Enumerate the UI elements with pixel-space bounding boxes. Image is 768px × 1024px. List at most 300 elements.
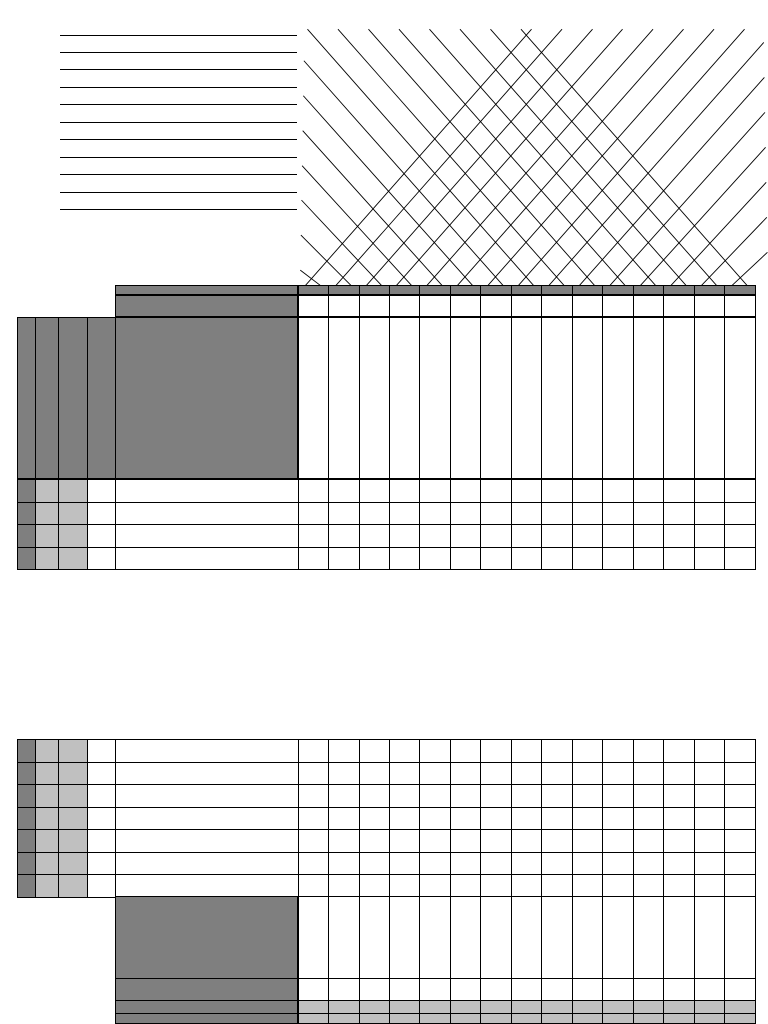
relationship-cell[interactable] (572, 852, 603, 876)
relationship-cell[interactable] (298, 547, 329, 571)
weight-importance-column-cell[interactable] (359, 1013, 390, 1024)
technical-requirement-cell[interactable] (480, 317, 512, 479)
relationship-cell[interactable] (328, 829, 360, 853)
relationship-cell[interactable] (602, 547, 634, 571)
relationship-cell[interactable] (602, 762, 634, 786)
max-relation-column-cell[interactable] (450, 1000, 481, 1014)
weight-importance-cell[interactable] (87, 784, 116, 808)
relationship-cell[interactable] (359, 784, 390, 808)
relative-weight-cell[interactable] (58, 852, 88, 876)
target-value-cell[interactable] (663, 896, 695, 979)
relationship-cell[interactable] (389, 524, 420, 548)
relationship-cell[interactable] (694, 874, 725, 898)
technical-requirement-cell[interactable] (328, 317, 360, 479)
relationship-cell[interactable] (419, 852, 451, 876)
max-relation-column-cell[interactable] (694, 1000, 725, 1014)
relationship-cell[interactable] (389, 739, 420, 763)
relative-weight-cell[interactable] (58, 762, 88, 786)
target-value-cell[interactable] (541, 896, 573, 979)
relationship-cell[interactable] (389, 762, 420, 786)
relationship-cell[interactable] (694, 739, 725, 763)
relative-weight-cell[interactable] (58, 547, 88, 571)
relationship-cell[interactable] (389, 829, 420, 853)
relationship-cell[interactable] (328, 547, 360, 571)
max-relation-row-cell[interactable] (35, 524, 59, 548)
relationship-cell[interactable] (511, 479, 542, 503)
direction-cell[interactable] (328, 295, 360, 317)
difficulty-cell[interactable] (419, 978, 451, 1001)
max-relation-column-cell[interactable] (328, 1000, 360, 1014)
relationship-cell[interactable] (724, 524, 756, 548)
relative-weight-cell[interactable] (58, 807, 88, 831)
relationship-cell[interactable] (450, 874, 481, 898)
relationship-cell[interactable] (450, 739, 481, 763)
max-relation-row-cell[interactable] (35, 807, 59, 831)
relationship-cell[interactable] (511, 784, 542, 808)
technical-requirement-cell[interactable] (541, 317, 573, 479)
relationship-cell[interactable] (663, 739, 695, 763)
relationship-cell[interactable] (359, 829, 390, 853)
relationship-cell[interactable] (602, 739, 634, 763)
max-relation-column-cell[interactable] (389, 1000, 420, 1014)
relationship-cell[interactable] (389, 547, 420, 571)
relationship-cell[interactable] (602, 874, 634, 898)
relationship-cell[interactable] (633, 547, 664, 571)
relationship-cell[interactable] (541, 807, 573, 831)
direction-cell[interactable] (602, 295, 634, 317)
difficulty-cell[interactable] (298, 978, 329, 1001)
relationship-cell[interactable] (602, 479, 634, 503)
demanded-quality-cell[interactable] (115, 784, 299, 808)
relationship-cell[interactable] (328, 784, 360, 808)
relationship-cell[interactable] (450, 502, 481, 526)
relationship-cell[interactable] (663, 524, 695, 548)
relationship-cell[interactable] (480, 784, 512, 808)
relationship-cell[interactable] (724, 784, 756, 808)
direction-cell[interactable] (389, 295, 420, 317)
weight-importance-column-cell[interactable] (389, 1013, 420, 1024)
relationship-cell[interactable] (389, 852, 420, 876)
relationship-cell[interactable] (663, 829, 695, 853)
relationship-cell[interactable] (511, 524, 542, 548)
direction-cell[interactable] (694, 295, 725, 317)
difficulty-cell[interactable] (359, 978, 390, 1001)
relationship-cell[interactable] (511, 547, 542, 571)
relationship-cell[interactable] (694, 784, 725, 808)
direction-cell[interactable] (633, 295, 664, 317)
weight-importance-column-cell[interactable] (572, 1013, 603, 1024)
relationship-cell[interactable] (541, 852, 573, 876)
technical-requirement-cell[interactable] (663, 317, 695, 479)
relationship-cell[interactable] (724, 762, 756, 786)
relationship-cell[interactable] (694, 479, 725, 503)
target-value-cell[interactable] (389, 896, 420, 979)
relationship-cell[interactable] (572, 762, 603, 786)
demanded-quality-cell[interactable] (115, 739, 299, 763)
relationship-cell[interactable] (359, 547, 390, 571)
max-relation-row-cell[interactable] (35, 547, 59, 571)
direction-cell[interactable] (511, 295, 542, 317)
relationship-cell[interactable] (359, 739, 390, 763)
relationship-cell[interactable] (694, 502, 725, 526)
relationship-cell[interactable] (511, 762, 542, 786)
relative-weight-cell[interactable] (58, 784, 88, 808)
relationship-cell[interactable] (389, 784, 420, 808)
max-relation-row-cell[interactable] (35, 852, 59, 876)
technical-requirement-cell[interactable] (359, 317, 390, 479)
relationship-cell[interactable] (511, 502, 542, 526)
relationship-cell[interactable] (602, 829, 634, 853)
relationship-cell[interactable] (450, 479, 481, 503)
target-value-cell[interactable] (694, 896, 725, 979)
demanded-quality-cell[interactable] (115, 874, 299, 898)
relationship-cell[interactable] (298, 502, 329, 526)
target-value-cell[interactable] (633, 896, 664, 979)
relative-weight-cell[interactable] (58, 829, 88, 853)
technical-requirement-cell[interactable] (572, 317, 603, 479)
relationship-cell[interactable] (419, 502, 451, 526)
demanded-quality-cell[interactable] (115, 852, 299, 876)
relationship-cell[interactable] (541, 784, 573, 808)
relationship-cell[interactable] (450, 547, 481, 571)
weight-importance-cell[interactable] (87, 762, 116, 786)
difficulty-cell[interactable] (694, 978, 725, 1001)
relationship-cell[interactable] (328, 762, 360, 786)
max-relation-column-cell[interactable] (298, 1000, 329, 1014)
max-relation-column-cell[interactable] (511, 1000, 542, 1014)
max-relation-column-cell[interactable] (633, 1000, 664, 1014)
target-value-cell[interactable] (724, 896, 756, 979)
relationship-cell[interactable] (541, 524, 573, 548)
weight-importance-column-cell[interactable] (724, 1013, 756, 1024)
relationship-cell[interactable] (572, 784, 603, 808)
target-value-cell[interactable] (602, 896, 634, 979)
target-value-cell[interactable] (359, 896, 390, 979)
relationship-cell[interactable] (663, 874, 695, 898)
relative-weight-cell[interactable] (58, 502, 88, 526)
relationship-cell[interactable] (633, 829, 664, 853)
relative-weight-cell[interactable] (58, 739, 88, 763)
relationship-cell[interactable] (359, 874, 390, 898)
weight-importance-column-cell[interactable] (663, 1013, 695, 1024)
relationship-cell[interactable] (602, 784, 634, 808)
weight-importance-column-cell[interactable] (328, 1013, 360, 1024)
relationship-cell[interactable] (633, 784, 664, 808)
weight-importance-cell[interactable] (87, 479, 116, 503)
relationship-cell[interactable] (298, 739, 329, 763)
technical-requirement-cell[interactable] (298, 317, 329, 479)
relationship-cell[interactable] (724, 479, 756, 503)
relationship-cell[interactable] (633, 739, 664, 763)
relationship-cell[interactable] (480, 547, 512, 571)
relationship-cell[interactable] (572, 829, 603, 853)
relationship-cell[interactable] (724, 852, 756, 876)
relationship-cell[interactable] (663, 807, 695, 831)
relationship-cell[interactable] (480, 739, 512, 763)
relationship-cell[interactable] (572, 739, 603, 763)
relationship-cell[interactable] (511, 829, 542, 853)
relationship-cell[interactable] (663, 502, 695, 526)
demanded-quality-cell[interactable] (115, 524, 299, 548)
max-relation-column-cell[interactable] (724, 1000, 756, 1014)
relationship-cell[interactable] (450, 762, 481, 786)
relationship-cell[interactable] (389, 502, 420, 526)
relationship-cell[interactable] (359, 762, 390, 786)
direction-cell[interactable] (724, 295, 756, 317)
relationship-cell[interactable] (572, 502, 603, 526)
relationship-cell[interactable] (419, 524, 451, 548)
weight-importance-column-cell[interactable] (633, 1013, 664, 1024)
relationship-cell[interactable] (541, 547, 573, 571)
relationship-cell[interactable] (663, 784, 695, 808)
target-value-cell[interactable] (419, 896, 451, 979)
relationship-cell[interactable] (480, 502, 512, 526)
relationship-cell[interactable] (633, 874, 664, 898)
weight-importance-cell[interactable] (87, 852, 116, 876)
difficulty-cell[interactable] (724, 978, 756, 1001)
target-value-cell[interactable] (450, 896, 481, 979)
weight-importance-cell[interactable] (87, 807, 116, 831)
max-relation-row-cell[interactable] (35, 762, 59, 786)
technical-requirement-cell[interactable] (389, 317, 420, 479)
difficulty-cell[interactable] (389, 978, 420, 1001)
max-relation-row-cell[interactable] (35, 502, 59, 526)
relationship-cell[interactable] (694, 524, 725, 548)
relationship-cell[interactable] (389, 479, 420, 503)
max-relation-row-cell[interactable] (35, 874, 59, 898)
relationship-cell[interactable] (328, 852, 360, 876)
max-relation-row-cell[interactable] (35, 829, 59, 853)
relationship-cell[interactable] (419, 739, 451, 763)
relationship-cell[interactable] (389, 874, 420, 898)
relationship-cell[interactable] (633, 502, 664, 526)
max-relation-column-cell[interactable] (480, 1000, 512, 1014)
relationship-cell[interactable] (328, 874, 360, 898)
row-number (17, 829, 36, 853)
direction-cell[interactable] (572, 295, 603, 317)
technical-requirement-cell[interactable] (450, 317, 481, 479)
relationship-cell[interactable] (298, 829, 329, 853)
relationship-cell[interactable] (450, 807, 481, 831)
relationship-cell[interactable] (419, 829, 451, 853)
relationship-cell[interactable] (480, 807, 512, 831)
relationship-cell[interactable] (419, 807, 451, 831)
relationship-cell[interactable] (541, 874, 573, 898)
difficulty-cell[interactable] (572, 978, 603, 1001)
relationship-cell[interactable] (328, 739, 360, 763)
relationship-cell[interactable] (724, 739, 756, 763)
weight-importance-cell[interactable] (87, 829, 116, 853)
relationship-cell[interactable] (359, 524, 390, 548)
relationship-cell[interactable] (663, 852, 695, 876)
relationship-cell[interactable] (724, 807, 756, 831)
relationship-cell[interactable] (480, 479, 512, 503)
relationship-cell[interactable] (663, 762, 695, 786)
direction-cell[interactable] (663, 295, 695, 317)
max-relation-column-cell[interactable] (359, 1000, 390, 1014)
difficulty-cell[interactable] (480, 978, 512, 1001)
technical-requirement-cell[interactable] (724, 317, 756, 479)
technical-requirement-cell[interactable] (419, 317, 451, 479)
relative-weight-cell[interactable] (58, 874, 88, 898)
direction-cell[interactable] (298, 295, 329, 317)
relationship-cell[interactable] (602, 502, 634, 526)
relationship-cell[interactable] (450, 852, 481, 876)
weight-importance-cell[interactable] (87, 547, 116, 571)
relationship-cell[interactable] (541, 829, 573, 853)
relationship-cell[interactable] (328, 502, 360, 526)
weight-importance-cell[interactable] (87, 874, 116, 898)
relationship-cell[interactable] (511, 874, 542, 898)
relationship-cell[interactable] (359, 479, 390, 503)
difficulty-cell[interactable] (663, 978, 695, 1001)
relationship-cell[interactable] (694, 547, 725, 571)
relationship-cell[interactable] (633, 807, 664, 831)
relationship-cell[interactable] (541, 479, 573, 503)
relationship-cell[interactable] (663, 479, 695, 503)
relationship-cell[interactable] (694, 852, 725, 876)
relationship-cell[interactable] (694, 807, 725, 831)
relationship-cell[interactable] (694, 829, 725, 853)
relationship-cell[interactable] (298, 874, 329, 898)
relationship-cell[interactable] (572, 479, 603, 503)
relationship-cell[interactable] (359, 807, 390, 831)
relationship-cell[interactable] (419, 547, 451, 571)
relationship-cell[interactable] (663, 547, 695, 571)
relationship-cell[interactable] (511, 739, 542, 763)
relationship-cell[interactable] (480, 874, 512, 898)
relationship-cell[interactable] (602, 524, 634, 548)
relationship-cell[interactable] (298, 852, 329, 876)
weight-importance-cell[interactable] (87, 502, 116, 526)
weight-importance-column-cell[interactable] (450, 1013, 481, 1024)
difficulty-cell[interactable] (633, 978, 664, 1001)
direction-cell[interactable] (541, 295, 573, 317)
technical-requirement-cell[interactable] (511, 317, 542, 479)
max-relation-column-cell[interactable] (572, 1000, 603, 1014)
relationship-cell[interactable] (602, 807, 634, 831)
relationship-cell[interactable] (359, 502, 390, 526)
difficulty-cell[interactable] (511, 978, 542, 1001)
relationship-cell[interactable] (633, 762, 664, 786)
relationship-cell[interactable] (298, 784, 329, 808)
relationship-cell[interactable] (450, 829, 481, 853)
direction-cell[interactable] (480, 295, 512, 317)
relationship-cell[interactable] (724, 547, 756, 571)
demanded-quality-cell[interactable] (115, 502, 299, 526)
demanded-quality-cell[interactable] (115, 829, 299, 853)
weight-importance-column-cell[interactable] (541, 1013, 573, 1024)
relationship-cell[interactable] (328, 807, 360, 831)
relationship-cell[interactable] (389, 807, 420, 831)
relationship-cell[interactable] (602, 852, 634, 876)
relationship-cell[interactable] (328, 524, 360, 548)
demanded-quality-cell[interactable] (115, 547, 299, 571)
relationship-cell[interactable] (572, 547, 603, 571)
relationship-cell[interactable] (572, 524, 603, 548)
max-relation-row-cell[interactable] (35, 784, 59, 808)
max-relation-column-cell[interactable] (663, 1000, 695, 1014)
technical-requirement-cell[interactable] (602, 317, 634, 479)
relationship-cell[interactable] (480, 852, 512, 876)
relationship-cell[interactable] (633, 479, 664, 503)
target-value-cell[interactable] (298, 896, 329, 979)
weight-importance-column-cell[interactable] (419, 1013, 451, 1024)
relationship-cell[interactable] (572, 874, 603, 898)
target-value-cell[interactable] (572, 896, 603, 979)
weight-importance-column-cell[interactable] (298, 1013, 329, 1024)
relationship-cell[interactable] (419, 784, 451, 808)
relationship-cell[interactable] (541, 739, 573, 763)
relationship-cell[interactable] (541, 502, 573, 526)
target-value-cell[interactable] (480, 896, 512, 979)
relationship-cell[interactable] (450, 524, 481, 548)
relative-weight-cell[interactable] (58, 479, 88, 503)
difficulty-cell[interactable] (328, 978, 360, 1001)
target-value-cell[interactable] (511, 896, 542, 979)
demanded-quality-cell[interactable] (115, 479, 299, 503)
relationship-cell[interactable] (633, 524, 664, 548)
difficulty-cell[interactable] (602, 978, 634, 1001)
relationship-cell[interactable] (298, 479, 329, 503)
relationship-cell[interactable] (419, 479, 451, 503)
demanded-quality-cell[interactable] (115, 762, 299, 786)
direction-cell[interactable] (419, 295, 451, 317)
demanded-quality-cell[interactable] (115, 807, 299, 831)
relationship-cell[interactable] (511, 807, 542, 831)
target-value-cell[interactable] (328, 896, 360, 979)
relationship-cell[interactable] (480, 762, 512, 786)
relationship-cell[interactable] (480, 524, 512, 548)
max-relation-column-cell[interactable] (541, 1000, 573, 1014)
relationship-cell[interactable] (694, 762, 725, 786)
max-relation-column-cell[interactable] (602, 1000, 634, 1014)
relationship-cell[interactable] (450, 784, 481, 808)
relative-weight-cell[interactable] (58, 524, 88, 548)
technical-requirement-cell[interactable] (633, 317, 664, 479)
relationship-cell[interactable] (541, 762, 573, 786)
direction-cell[interactable] (359, 295, 390, 317)
max-relation-row-cell[interactable] (35, 479, 59, 503)
max-relation-column-cell[interactable] (419, 1000, 451, 1014)
max-relation-row-cell[interactable] (35, 739, 59, 763)
weight-importance-column-cell[interactable] (480, 1013, 512, 1024)
relationship-cell[interactable] (419, 762, 451, 786)
relationship-cell[interactable] (328, 479, 360, 503)
relationship-cell[interactable] (572, 807, 603, 831)
direction-cell[interactable] (450, 295, 481, 317)
relationship-cell[interactable] (298, 807, 329, 831)
relationship-cell[interactable] (511, 852, 542, 876)
relationship-cell[interactable] (724, 502, 756, 526)
relationship-cell[interactable] (633, 852, 664, 876)
relationship-cell[interactable] (724, 829, 756, 853)
weight-importance-cell[interactable] (87, 739, 116, 763)
difficulty-cell[interactable] (450, 978, 481, 1001)
difficulty-cell[interactable] (541, 978, 573, 1001)
weight-importance-column-cell[interactable] (694, 1013, 725, 1024)
relationship-cell[interactable] (298, 762, 329, 786)
relationship-cell[interactable] (724, 874, 756, 898)
relationship-cell[interactable] (359, 852, 390, 876)
relationship-cell[interactable] (298, 524, 329, 548)
weight-importance-column-cell[interactable] (602, 1013, 634, 1024)
weight-importance-cell[interactable] (87, 524, 116, 548)
relationship-cell[interactable] (480, 829, 512, 853)
relationship-cell[interactable] (419, 874, 451, 898)
technical-requirement-cell[interactable] (694, 317, 725, 479)
weight-importance-column-cell[interactable] (511, 1013, 542, 1024)
